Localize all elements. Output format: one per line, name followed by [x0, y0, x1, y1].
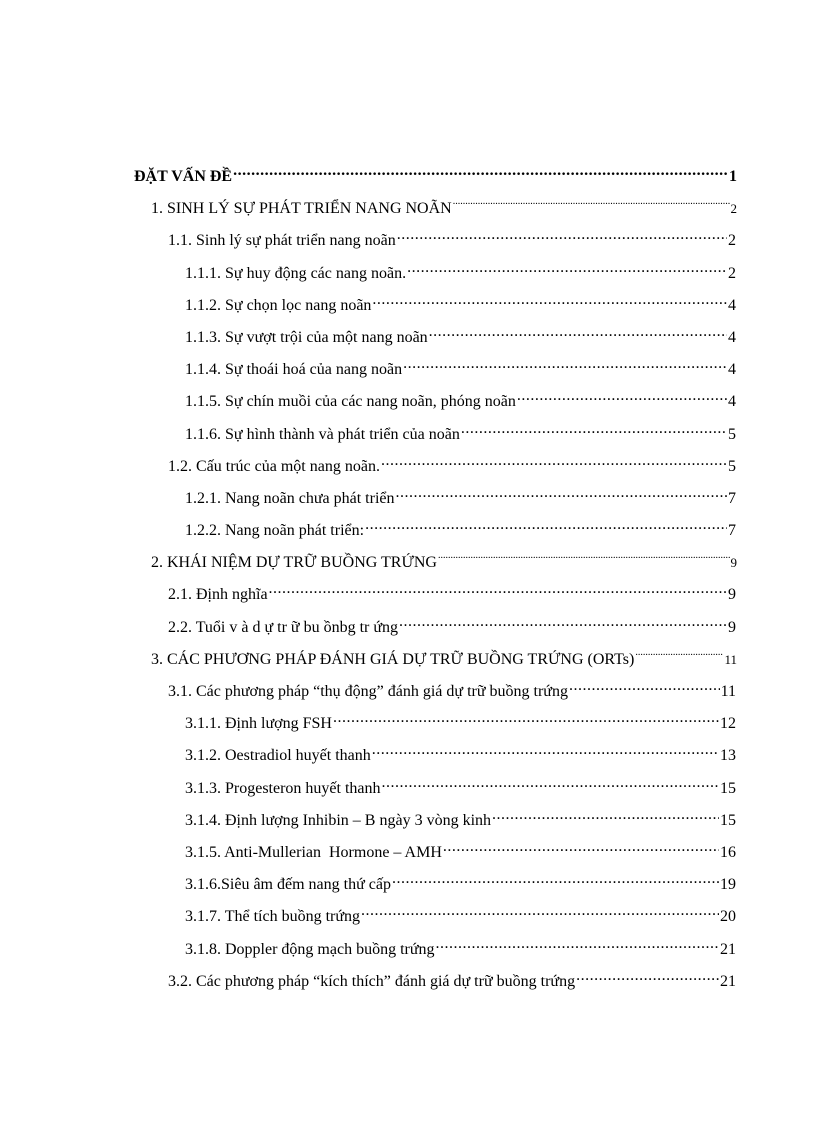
toc-entry-title: 1. SINH LÝ SỰ PHÁT TRIỂN NANG NOÃN: [151, 200, 452, 218]
toc-entry-3-1-6[interactable]: [0, 871, 816, 903]
toc-entry-page: 15: [720, 811, 736, 829]
toc-entry-title: 1.1.3. Sự vượt trội của một nang noãn: [185, 328, 428, 346]
toc-entry-page: 4: [728, 328, 736, 346]
dot-leader: [453, 197, 730, 213]
toc-entry-title: 1.2.2. Nang noãn phát triển:: [185, 522, 365, 540]
toc-entry-1-2[interactable]: [0, 453, 816, 485]
toc-entry-page: 11: [724, 651, 737, 667]
toc-entry-2-2[interactable]: [0, 614, 816, 646]
dot-leader: [392, 873, 719, 889]
toc-entry-page: 15: [720, 779, 736, 797]
toc-entry-page: 9: [728, 618, 736, 636]
toc-entry-page: 9: [730, 555, 737, 571]
toc-entry-title: 3.1.1. Định lượng FSH: [185, 715, 332, 733]
toc-entry-title: 1.1.2. Sự chọn lọc nang noãn: [185, 296, 372, 314]
dot-leader: [443, 841, 719, 857]
toc-entry-section-2[interactable]: [0, 549, 816, 581]
dot-leader: [569, 680, 720, 696]
toc-entry-1-1-3[interactable]: [0, 324, 816, 356]
toc-entry-1-1-1[interactable]: [0, 260, 816, 292]
dot-leader: [461, 423, 727, 439]
toc-entry-title: 1.1.6. Sự hình thành và phát triển của noãn: [185, 425, 460, 443]
toc-entry-title: 1.1.1. Sự huy động các nang noãn.: [185, 264, 407, 282]
dot-leader: [635, 648, 723, 664]
toc-entry-3-1-5[interactable]: [0, 839, 816, 871]
dot-leader: [429, 326, 727, 342]
toc-entry-3-1-7[interactable]: [0, 903, 816, 935]
dot-leader: [361, 905, 719, 921]
toc-entry-2-1[interactable]: [0, 581, 816, 613]
toc-entry-3-1-2[interactable]: [0, 742, 816, 774]
toc-entry-1-2-2[interactable]: [0, 517, 816, 549]
toc-entry-page: 2: [730, 201, 737, 217]
toc-entry-title: 3.1.8. Doppler động mạch buồng trứng: [185, 940, 435, 958]
toc-entry-title: 1.1.5. Sự chín muồi của các nang noãn, phóng noãn: [185, 393, 516, 411]
toc-entry-3-1-1[interactable]: [0, 710, 816, 742]
toc-entry-title: 1.2. Cấu trúc của một nang noãn.: [168, 457, 380, 475]
toc-entry-title: 3.1.2. Oestradiol huyết thanh: [185, 747, 371, 765]
toc-entry-page: 13: [720, 747, 736, 765]
dot-leader: [436, 938, 719, 954]
toc-entry-title: 3.1.5. Anti-Mullerian Hormone – AMH: [185, 843, 442, 861]
dot-leader: [396, 487, 728, 503]
dot-leader: [233, 165, 728, 181]
toc-entry-1-1-2[interactable]: [0, 292, 816, 324]
toc-entry-3-1-3[interactable]: [0, 775, 816, 807]
toc-entry-page: 16: [720, 843, 736, 861]
toc-entry-3-1[interactable]: [0, 678, 816, 710]
toc-entry-title: 3.1.4. Định lượng Inhibin – B ngày 3 vòng kinh: [185, 811, 492, 829]
dot-leader: [407, 262, 727, 278]
toc-entry-title: 2. KHÁI NIỆM DỰ TRỮ BUỒNG TRỨNG: [151, 554, 437, 572]
dot-leader: [333, 712, 719, 728]
dot-leader: [403, 358, 727, 374]
dot-leader: [517, 390, 727, 406]
toc-entry-page: 5: [728, 457, 736, 475]
toc-entry-title: 3. CÁC PHƯƠNG PHÁP ĐÁNH GIÁ DỰ TRỮ BUỒNG TRỨNG (ORTs): [151, 650, 635, 668]
toc-entry-page: 7: [728, 489, 736, 507]
toc-entry-page: 1: [729, 168, 737, 185]
dot-leader: [372, 744, 719, 760]
dot-leader: [438, 551, 730, 567]
toc-entry-page: 20: [720, 908, 736, 926]
toc-entry-1-1-4[interactable]: [0, 356, 816, 388]
toc-entry-3-2[interactable]: [0, 968, 816, 1000]
dot-leader: [365, 519, 727, 535]
toc-entry-page: 19: [720, 876, 736, 894]
toc-entry-title: 3.1.7. Thể tích buồng trứng: [185, 908, 361, 926]
toc-entry-page: 7: [728, 522, 736, 540]
dot-leader: [269, 583, 727, 599]
dot-leader: [576, 970, 719, 986]
dot-leader: [492, 809, 719, 825]
toc-entry-1-1-6[interactable]: [0, 421, 816, 453]
toc-entry-section-1[interactable]: [0, 195, 816, 227]
dot-leader: [382, 777, 719, 793]
toc-entry-page: 4: [728, 296, 736, 314]
dot-leader: [397, 229, 727, 245]
toc-entry-title: 1.1. Sinh lý sự phát triển nang noãn: [168, 232, 396, 250]
toc-entry-title: ĐẶT VẤN ĐỀ: [134, 168, 233, 185]
toc-entry-1-1[interactable]: [0, 227, 816, 259]
dot-leader: [372, 294, 727, 310]
toc-entry-3-1-4[interactable]: [0, 807, 816, 839]
toc-entry-title: 2.1. Định nghĩa: [168, 586, 268, 604]
toc-entry-page: 2: [728, 264, 736, 282]
toc-entry-dat-van-de[interactable]: [0, 163, 816, 195]
toc-entry-title: 2.2. Tuổi v à d ự tr ữ bu ồnbg tr ứng: [168, 618, 399, 636]
toc-entry-title: 3.1.6.Siêu âm đếm nang thứ cấp: [185, 876, 391, 894]
toc-entry-page: 12: [720, 715, 736, 733]
toc-entry-page: 4: [728, 393, 736, 411]
toc-entry-page: 11: [720, 683, 736, 700]
toc-entry-1-1-5[interactable]: [0, 388, 816, 420]
dot-leader: [381, 455, 727, 471]
toc-entry-page: 4: [728, 361, 736, 379]
toc-entry-title: 1.2.1. Nang noãn chưa phát triển: [185, 489, 395, 507]
table-of-contents: [0, 163, 816, 1000]
toc-entry-title: 3.1.3. Progesteron huyết thanh: [185, 779, 381, 797]
toc-entry-1-2-1[interactable]: [0, 485, 816, 517]
toc-entry-page: 2: [728, 232, 736, 250]
toc-entry-page: 21: [720, 940, 736, 958]
toc-entry-page: 21: [720, 972, 736, 990]
toc-entry-title: 3.2. Các phương pháp “kích thích” đánh giá dự trữ buồng trứng: [168, 972, 576, 990]
toc-entry-page: 5: [728, 425, 736, 443]
toc-entry-title: 3.1. Các phương pháp “thụ động” đánh giá dự trữ buồng trứng: [168, 683, 568, 700]
toc-entry-3-1-8[interactable]: [0, 936, 816, 968]
dot-leader: [399, 616, 727, 632]
toc-entry-title: 1.1.4. Sự thoái hoá của nang noãn: [185, 361, 403, 379]
toc-entry-section-3[interactable]: [0, 646, 816, 678]
toc-entry-page: 9: [728, 586, 736, 604]
